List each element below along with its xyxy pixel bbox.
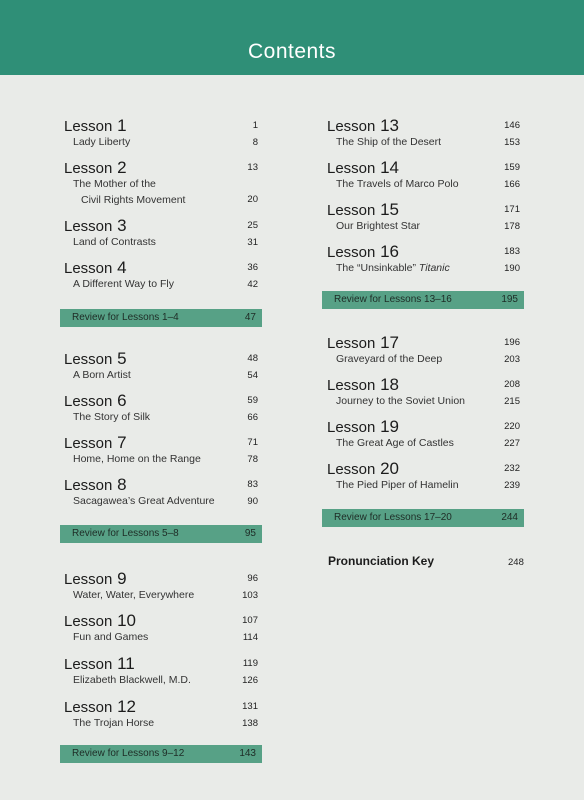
lesson-heading — [64, 697, 136, 717]
lesson-heading — [64, 654, 135, 674]
review-label: Review for Lessons 17–20 — [334, 512, 452, 523]
page-number: 83 — [247, 479, 258, 490]
lesson-word: Lesson — [327, 118, 376, 135]
page-number: 227 — [504, 438, 520, 449]
page-number: 8 — [252, 137, 258, 148]
lesson-title: Fun and Games — [73, 631, 149, 643]
lesson-heading — [64, 569, 127, 589]
page-number: 31 — [247, 237, 258, 248]
lesson-word: Lesson — [327, 244, 376, 261]
lesson-number: 16 — [375, 242, 400, 261]
pronunciation-key-label: Pronunciation Key — [328, 554, 435, 568]
lesson-heading — [64, 349, 127, 369]
lesson-word: Lesson — [64, 699, 113, 716]
lesson-title: The Trojan Horse — [73, 717, 155, 729]
page-number: 159 — [504, 162, 520, 173]
review-label: Review for Lessons 5–8 — [72, 528, 179, 539]
lesson-heading — [64, 475, 127, 495]
lesson-heading — [64, 611, 136, 631]
lesson-heading — [327, 375, 399, 395]
lesson-title: The Great Age of Castles — [336, 437, 454, 449]
lesson-word: Lesson — [327, 335, 376, 352]
lesson-number: 20 — [375, 459, 400, 478]
page-number: 126 — [242, 675, 258, 686]
review-bar — [322, 291, 524, 309]
page-number: 239 — [504, 480, 520, 491]
lesson-number: 3 — [112, 216, 127, 235]
review-label: Review for Lessons 9–12 — [72, 748, 185, 759]
lesson-title: Home, Home on the Range — [73, 453, 201, 465]
lesson-title: Elizabeth Blackwell, M.D. — [73, 674, 191, 686]
lesson-number: 7 — [112, 433, 127, 452]
page-number: 78 — [247, 454, 258, 465]
lesson-heading — [327, 158, 399, 178]
page-number: 114 — [242, 632, 258, 643]
lesson-number: 1 — [112, 116, 127, 135]
page-number: 20 — [247, 194, 258, 205]
page-number: 107 — [242, 615, 258, 626]
lesson-heading — [64, 216, 127, 236]
lesson-title: The Mother of the — [73, 178, 156, 190]
page-number: 25 — [247, 220, 258, 231]
page-number: 119 — [242, 658, 258, 669]
page-number: 138 — [242, 718, 258, 729]
page-number: 196 — [504, 337, 520, 348]
lesson-word: Lesson — [64, 393, 113, 410]
lesson-word: Lesson — [327, 160, 376, 177]
lesson-title: The Travels of Marco Polo — [336, 178, 459, 190]
page-number: 42 — [247, 279, 258, 290]
page-number: 203 — [504, 354, 520, 365]
lesson-word: Lesson — [64, 260, 113, 277]
lesson-title: The Pied Piper of Hamelin — [336, 479, 459, 491]
lesson-heading — [64, 258, 127, 278]
page-number: 220 — [504, 421, 520, 432]
page-number: 54 — [247, 370, 258, 381]
header-band — [0, 0, 584, 75]
page-number: 13 — [247, 162, 258, 173]
review-page: 195 — [501, 294, 518, 305]
lesson-word: Lesson — [64, 435, 113, 452]
lesson-title: Land of Contrasts — [73, 236, 156, 248]
lesson-word: Lesson — [64, 477, 113, 494]
lesson-title: Water, Water, Everywhere — [73, 589, 195, 601]
review-label: Review for Lessons 1–4 — [72, 312, 179, 323]
page-number: 215 — [504, 396, 520, 407]
lesson-heading — [327, 333, 399, 353]
lesson-word: Lesson — [64, 571, 113, 588]
review-bar — [60, 309, 262, 327]
lesson-heading — [327, 242, 399, 262]
review-page: 244 — [501, 512, 518, 523]
lesson-title: Civil Rights Movement — [81, 194, 186, 206]
lesson-heading — [64, 116, 127, 136]
review-page: 95 — [244, 528, 256, 539]
lesson-heading — [327, 459, 399, 479]
lesson-number: 10 — [112, 611, 137, 630]
page-number: 1 — [252, 120, 258, 131]
lesson-number: 5 — [112, 349, 127, 368]
page-number: 208 — [504, 379, 520, 390]
page-number: 66 — [247, 412, 258, 423]
lesson-heading — [327, 200, 399, 220]
lesson-word: Lesson — [64, 160, 113, 177]
review-bar — [60, 525, 262, 543]
page-number: 178 — [504, 221, 520, 232]
lesson-number: 9 — [112, 569, 127, 588]
lesson-title: The Ship of the Desert — [336, 136, 442, 148]
page-number: 183 — [504, 246, 520, 257]
lesson-title: Our Brightest Star — [336, 220, 421, 232]
page-number: 171 — [504, 204, 520, 215]
lesson-word: Lesson — [327, 461, 376, 478]
lesson-word: Lesson — [327, 419, 376, 436]
lesson-heading — [64, 433, 127, 453]
lesson-word: Lesson — [327, 202, 376, 219]
lesson-word: Lesson — [64, 218, 113, 235]
page-number: 131 — [242, 701, 258, 712]
lesson-word: Lesson — [64, 118, 113, 135]
review-label: Review for Lessons 13–16 — [334, 294, 452, 305]
lesson-number: 14 — [375, 158, 400, 177]
lesson-title: A Born Artist — [73, 369, 131, 381]
page-number: 36 — [247, 262, 258, 273]
lesson-number: 6 — [112, 391, 127, 410]
page-number: 166 — [504, 179, 520, 190]
page-number: 90 — [247, 496, 258, 507]
pronunciation-key-page: 248 — [508, 557, 524, 568]
lesson-word: Lesson — [64, 656, 113, 673]
lesson-word: Lesson — [64, 351, 113, 368]
review-bar — [60, 745, 262, 763]
lesson-title: Lady Liberty — [73, 136, 131, 148]
lesson-number: 18 — [375, 375, 400, 394]
lesson-number: 12 — [112, 697, 137, 716]
lesson-number: 11 — [112, 654, 135, 673]
lesson-word: Lesson — [327, 377, 376, 394]
page-number: 48 — [247, 353, 258, 364]
review-page: 143 — [239, 748, 256, 759]
lesson-number: 13 — [375, 116, 400, 135]
page-number: 71 — [247, 437, 258, 448]
lesson-title: A Different Way to Fly — [73, 278, 174, 290]
lesson-number: 17 — [375, 333, 400, 352]
lesson-heading — [64, 158, 127, 178]
page-number: 146 — [504, 120, 520, 131]
lesson-heading — [327, 417, 399, 437]
lesson-heading — [327, 116, 399, 136]
page-number: 153 — [504, 137, 520, 148]
lesson-title: The Story of Silk — [73, 411, 151, 423]
lesson-heading — [64, 391, 127, 411]
lesson-number: 4 — [112, 258, 127, 277]
lesson-title: Graveyard of the Deep — [336, 353, 443, 365]
page-number: 190 — [504, 263, 520, 274]
lesson-number: 19 — [375, 417, 400, 436]
page-number: 96 — [247, 573, 258, 584]
lesson-title: Journey to the Soviet Union — [336, 395, 465, 407]
lesson-number: 8 — [112, 475, 127, 494]
review-page: 47 — [244, 312, 256, 323]
page-number: 59 — [247, 395, 258, 406]
lesson-title: Sacagawea’s Great Adventure — [73, 495, 215, 507]
page-number: 232 — [504, 463, 520, 474]
lesson-number: 2 — [112, 158, 127, 177]
page-title: Contents — [247, 40, 337, 63]
review-bar — [322, 509, 524, 527]
page-number: 103 — [242, 590, 258, 601]
lesson-number: 15 — [375, 200, 400, 219]
lesson-title: The “Unsinkable” Titanic — [336, 262, 450, 274]
lesson-word: Lesson — [64, 613, 113, 630]
